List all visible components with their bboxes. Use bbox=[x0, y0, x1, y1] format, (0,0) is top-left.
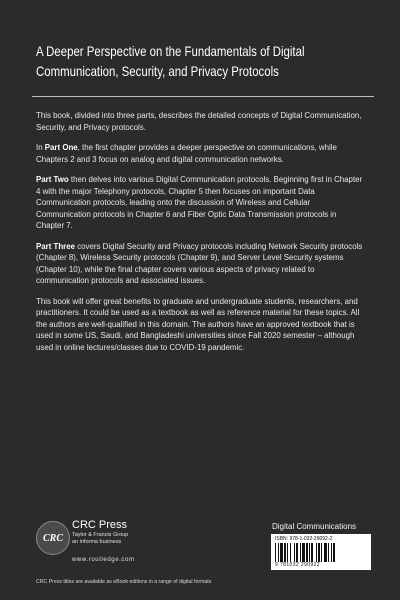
publisher-group: Taylor & Francis Group bbox=[72, 532, 129, 538]
subject-category: Digital Communications bbox=[272, 522, 357, 531]
p2-rest: , the first chapter provides a deeper perspective on communications, while Chapters 2 and 3 focus on analog and digital communication networks. bbox=[36, 143, 337, 164]
part-three-label: Part Three bbox=[36, 241, 76, 251]
publisher-tagline: an informa business bbox=[72, 539, 122, 545]
blurb bbox=[36, 110, 366, 362]
p2-lead: In bbox=[36, 143, 45, 152]
paragraph-benefits: This book will offer great benefits to graduate and undergraduate students, researchers, and practitioners. It could be used as a textbook as well as reference material for these topics. All the authors are well-qualified in this domain. The authors have an approved textbook that is used in some US, Saudi, and Bangladeshi universities since Fall 2020 semester – although used in online lectures/classes due to COVID-19 pandemic. bbox=[36, 296, 360, 352]
divider-rule bbox=[32, 96, 374, 97]
p3-rest: then delves into various Digital Communication protocols. Beginning first in Chapter 4 with the major Telephony protocols, Chapter 5 then focuses on important Data Communication protocols, leading onto the discussion of Wireless and Cellular Communication protocols in Chapter 6 and Fiber Optic Data Transmission protocols in Chapter 7. bbox=[36, 175, 363, 230]
barcode-bars bbox=[275, 543, 367, 562]
crc-logo-icon: CRC bbox=[36, 521, 70, 555]
ebook-note: CRC Press titles are available as eBook editions in a range of digital formats bbox=[36, 579, 212, 585]
paragraph-intro: This book, divided into three parts, describes the detailed concepts of Digital Communication, Security, and Privacy protocols. bbox=[36, 111, 362, 132]
isbn-barcode bbox=[271, 534, 371, 570]
part-one-label: Part One bbox=[44, 143, 78, 152]
publisher-logo bbox=[36, 519, 166, 569]
paragraph-part-two bbox=[36, 174, 366, 232]
back-cover-headline: A Deeper Perspective on the Fundamentals of Digital Communication, Security, and Privacy Protocols bbox=[36, 44, 305, 79]
barcode-number: 9 781032 290922 bbox=[275, 562, 320, 568]
publisher-text bbox=[72, 519, 128, 546]
paragraph-part-three bbox=[36, 241, 366, 287]
publisher-name: CRC Press bbox=[72, 519, 128, 531]
part-two-label: Part Two bbox=[36, 175, 69, 184]
p4-rest: covers Digital Security and Privacy protocols including Network Security protocols (Chapter 8), Wireless Security protocols (Chapter 9), and Server Level Security systems (Chapter 10), while the final chapter covers various aspects of privacy related to communication protocols and associated issues. bbox=[36, 241, 363, 285]
publisher-url: www.routledge.com bbox=[72, 557, 135, 563]
paragraph-part-one bbox=[36, 142, 366, 165]
isbn-text: ISBN: 978-1-032-29092-2 bbox=[275, 536, 333, 542]
